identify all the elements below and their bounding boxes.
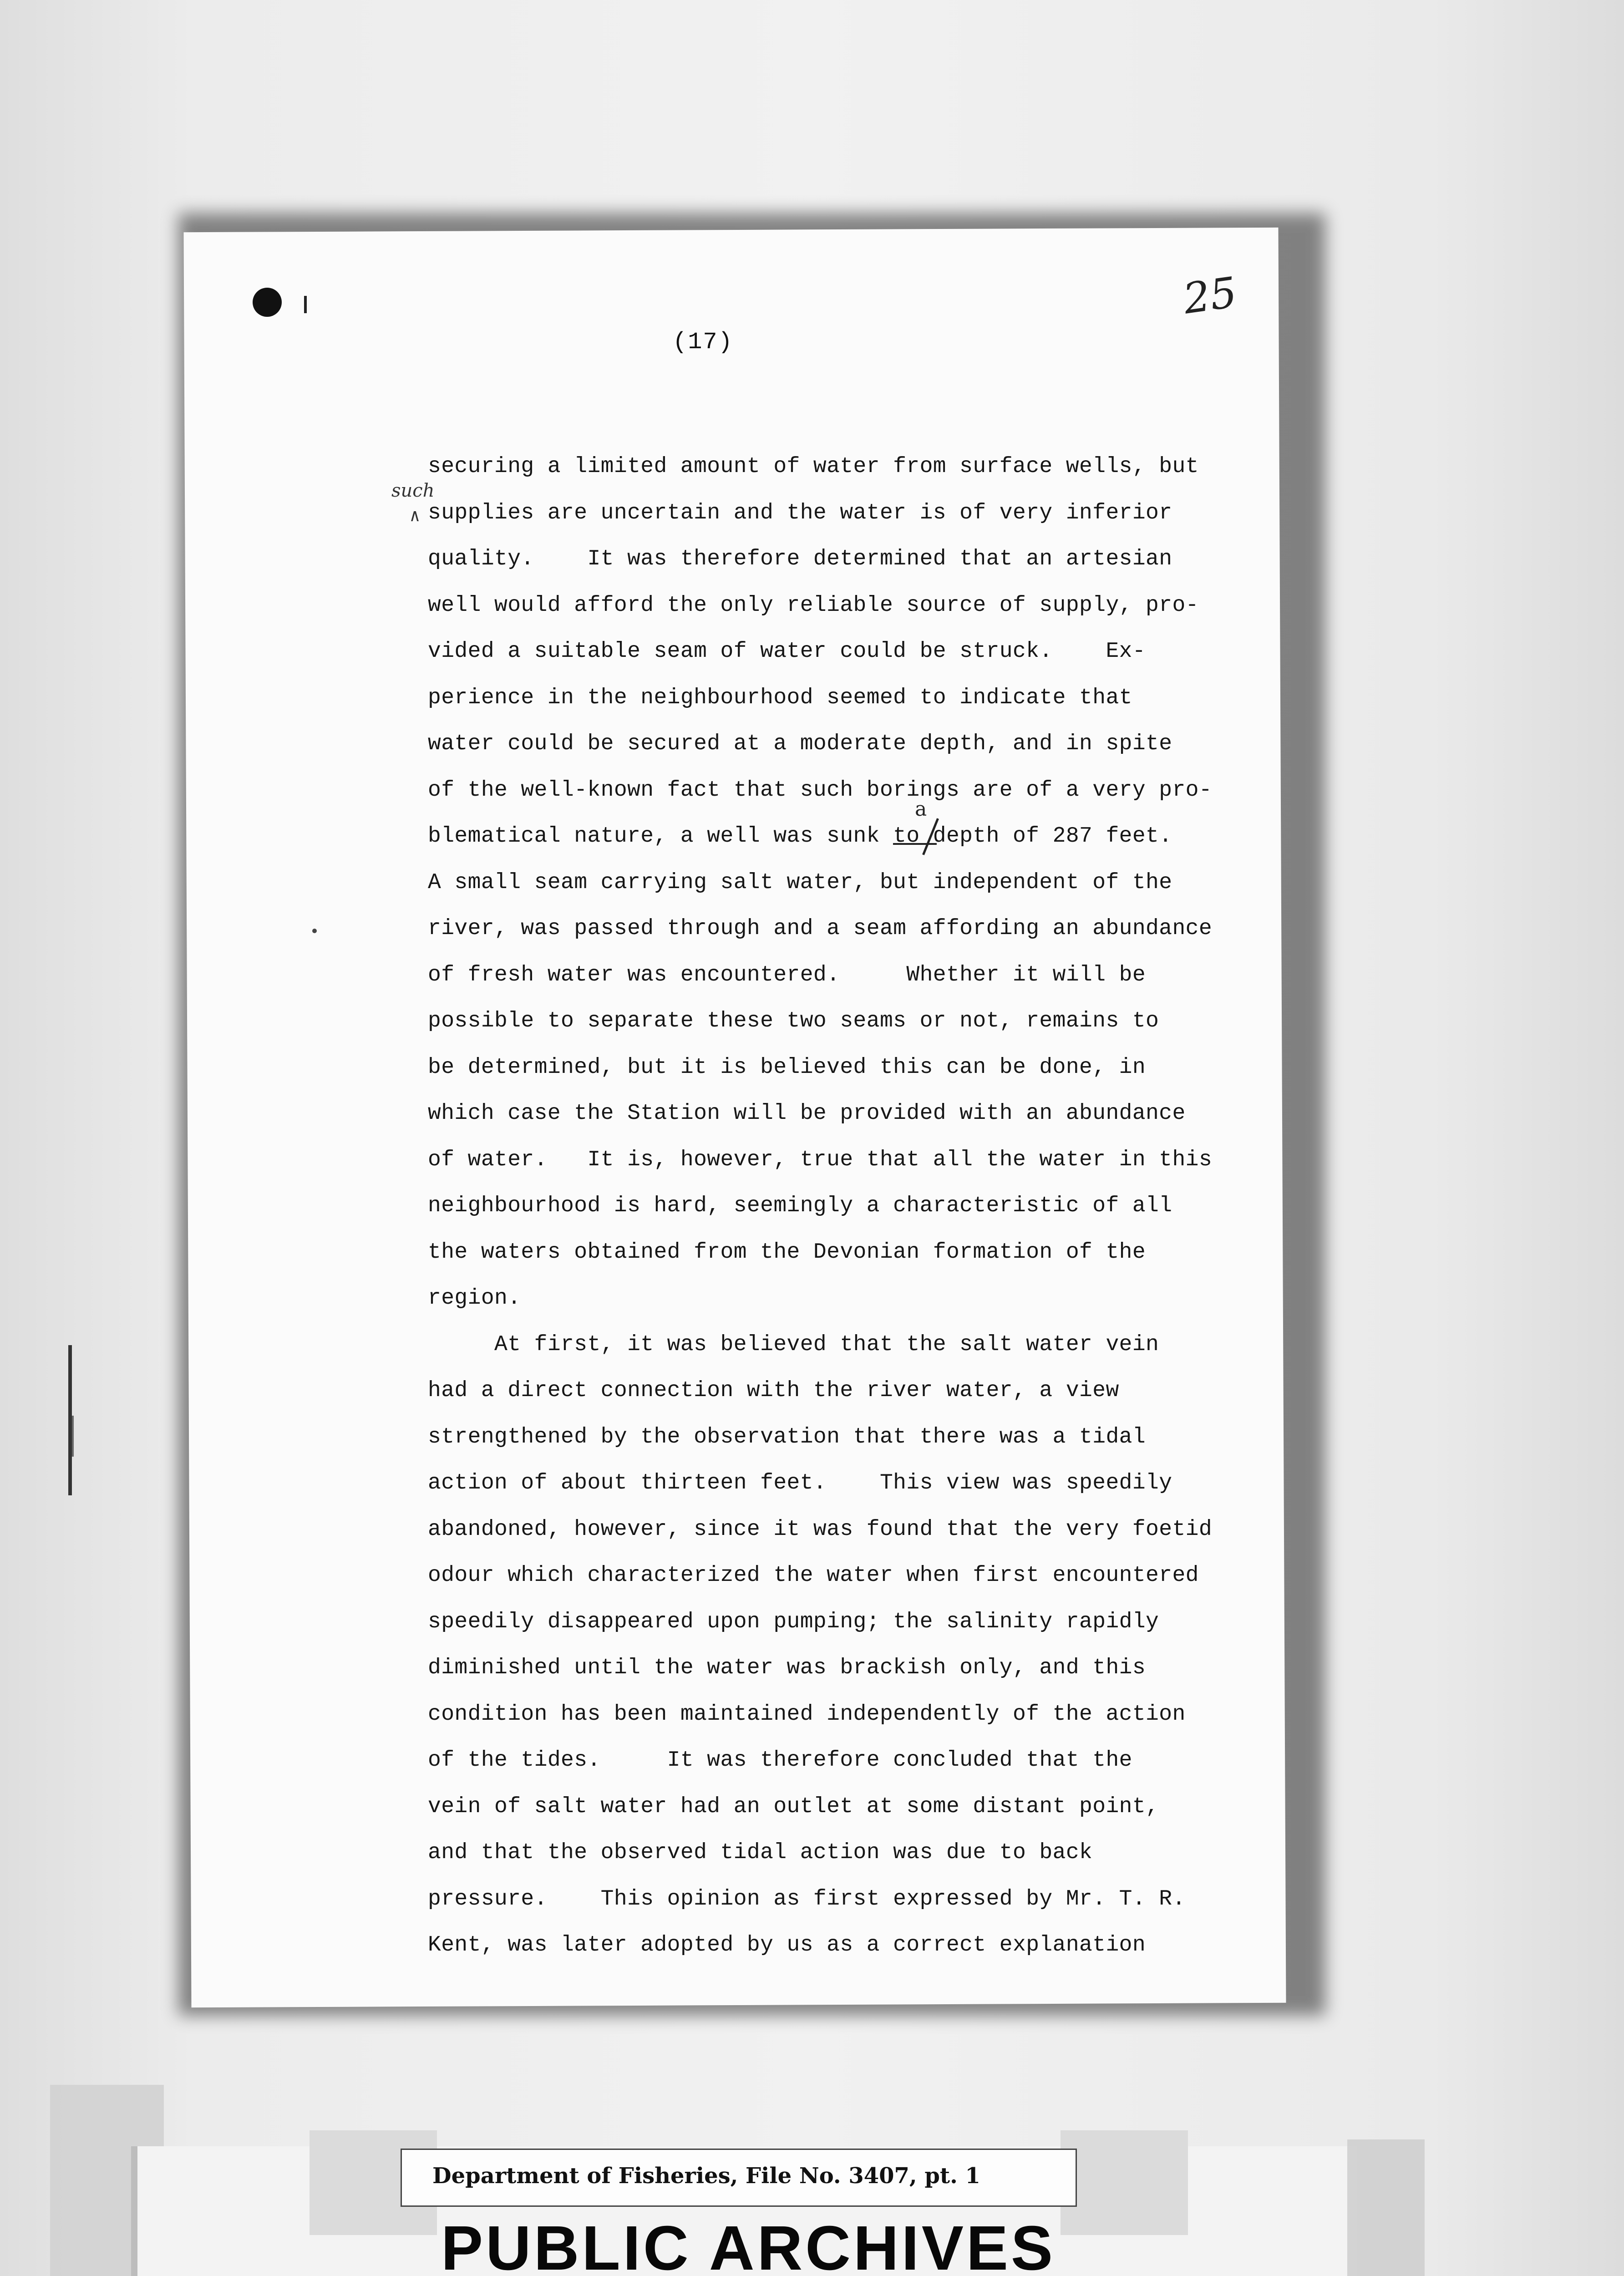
text-line: pressure. This opinion as first expressed by Mr. T. R. (428, 1886, 1186, 1911)
text-line: At first, it was believed that the salt water vein (428, 1332, 1159, 1357)
text-line: well would afford the only reliable source of supply, pro- (428, 593, 1199, 618)
text-line: be determined, but it is believed this can be done, in (428, 1055, 1146, 1080)
handwritten-insertion-such: such (391, 480, 435, 501)
text-line: securing a limited amount of water from surface wells, but (428, 454, 1199, 479)
stray-dot (312, 929, 317, 933)
text-line: of water. It is, however, true that all the water in this (428, 1147, 1213, 1172)
page-number: (17) (673, 329, 733, 356)
text-line: strengthened by the observation that there was a tidal (428, 1424, 1146, 1449)
text-line: water could be secured at a moderate depth, and in spite (428, 732, 1172, 756)
text-line: river, was passed through and a seam affording an abundance (428, 916, 1213, 941)
text-line: abandoned, however, since it was found that the very foetid (428, 1517, 1213, 1542)
text-line: supplies are uncertain and the water is of very inferior (428, 500, 1172, 525)
text-line: possible to separate these two seams or not, remains to (428, 1009, 1159, 1033)
text-line: the waters obtained from the Devonian formation of the (428, 1240, 1146, 1265)
text-line: vein of salt water had an outlet at some distant point, (428, 1794, 1159, 1819)
text-line: A small seam carrying salt water, but independent of the (428, 870, 1172, 895)
folio-number: 25 (1180, 268, 1240, 324)
text-line: condition has been maintained independently of the action (428, 1702, 1186, 1727)
text-line: which case the Station will be provided with an abundance (428, 1101, 1186, 1126)
text-line: of the well-known fact that such borings are of a very pro- (428, 777, 1213, 803)
text-line: region. (428, 1286, 521, 1311)
body-text (428, 444, 1247, 1969)
insertion-caret: ∧ (410, 507, 420, 527)
text-line: diminished until the water was brackish only, and this (428, 1656, 1146, 1680)
text-line: speedily disappeared upon pumping; the salinity rapidly (428, 1609, 1159, 1634)
text-line: perience in the neighbourhood seemed to indicate that (428, 685, 1132, 710)
text-line: vided a suitable seam of water could be struck. Ex- (428, 639, 1146, 664)
text-line: of the tides. It was therefore concluded that the (428, 1748, 1132, 1773)
text-line: blematical nature, a well was sunk to depth of 287 feet. (428, 824, 1172, 848)
text-line: quality. It was therefore determined that an artesian (428, 547, 1172, 571)
text-line: of fresh water was encountered. Whether it will be (428, 962, 1146, 987)
archive-title-en: PUBLIC ARCHIVES (441, 2213, 1056, 2276)
handwritten-insertion-a: a (915, 798, 927, 821)
text-line: odour which characterized the water when first encountered (428, 1563, 1199, 1588)
text-line: Kent, was later adopted by us as a correct explanation (428, 1933, 1146, 1957)
text-line: neighbourhood is hard, seemingly a characteristic of all (428, 1194, 1172, 1218)
punch-hole (253, 288, 282, 317)
hole-mark (304, 296, 307, 313)
margin-mark (72, 1416, 74, 1457)
text-line: had a direct connection with the river water, a view (428, 1378, 1119, 1403)
file-label-text: Department of Fisheries, File No. 3407, pt. 1 (432, 2163, 980, 2189)
text-line: action of about thirteen feet. This view was speedily (428, 1471, 1172, 1495)
margin-mark (68, 1345, 72, 1495)
text-line: and that the observed tidal action was due to back (428, 1840, 1093, 1865)
